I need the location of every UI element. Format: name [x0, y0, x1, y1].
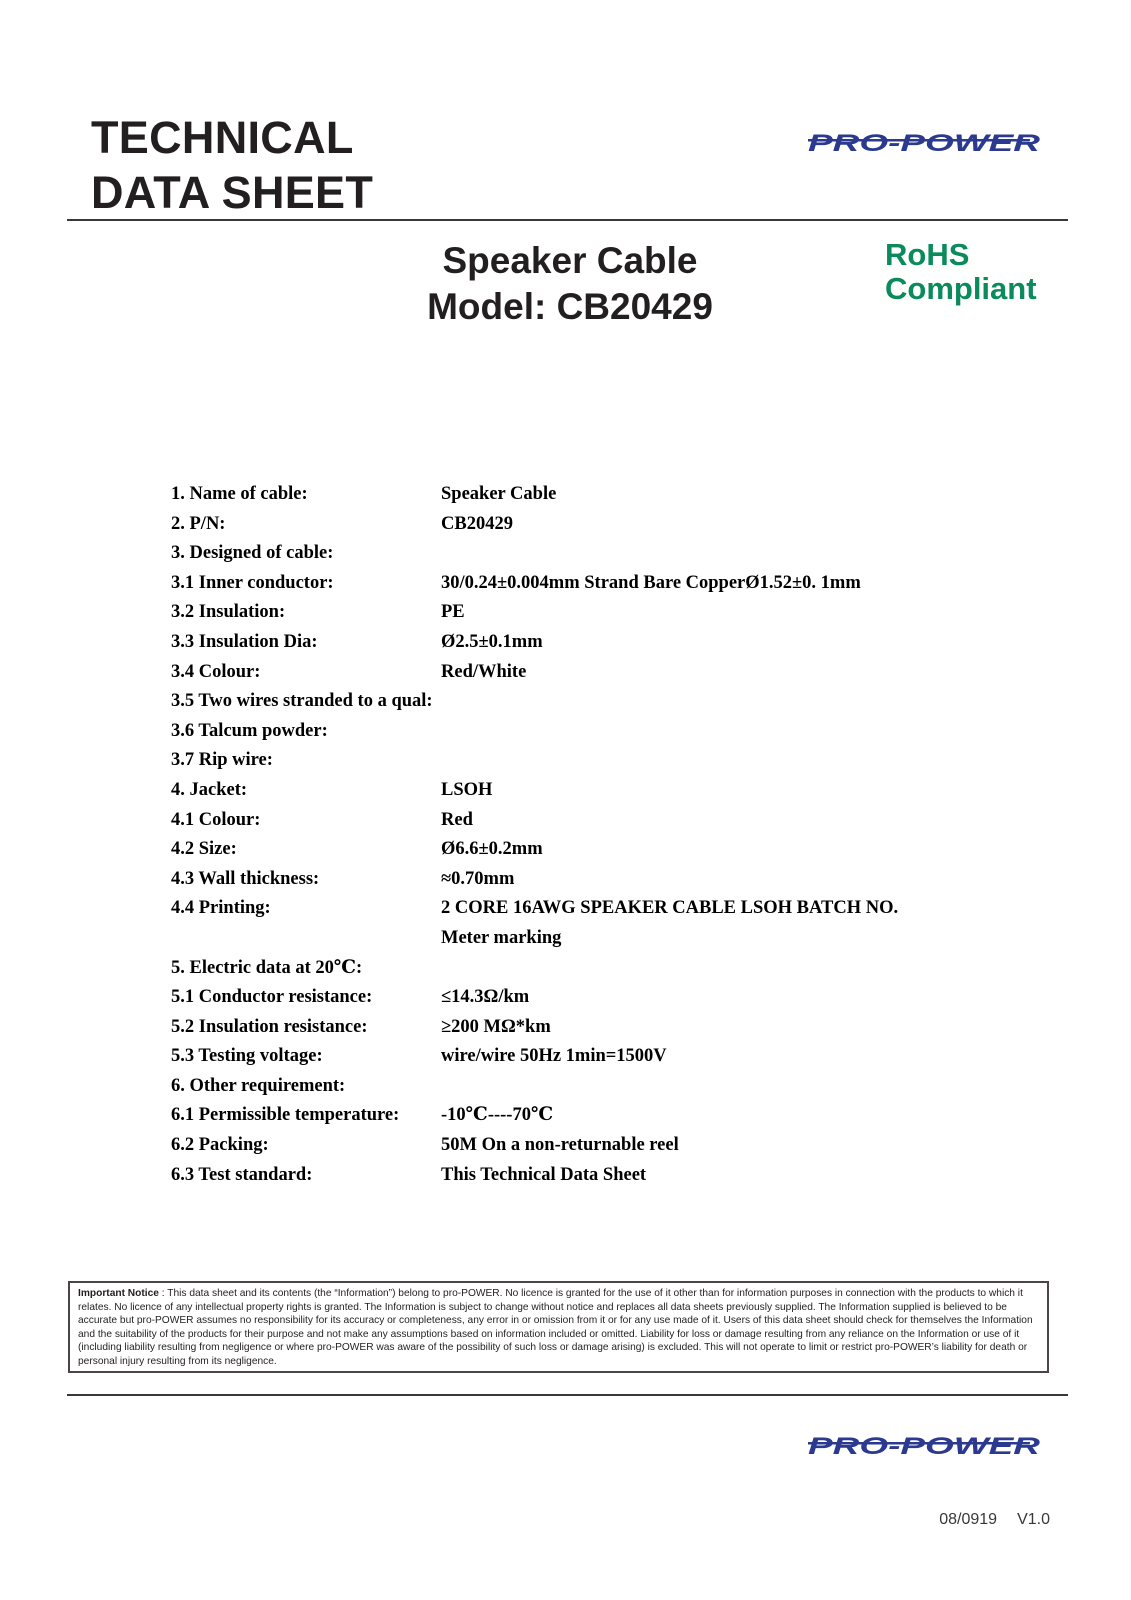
spec-row	[171, 983, 1051, 1013]
spec-row	[171, 480, 1051, 510]
product-model: Model: CB20429	[427, 286, 713, 327]
spec-value: ≤14.3Ω/km	[441, 987, 530, 1008]
spec-value: 50M On a non-returnable reel	[441, 1135, 679, 1156]
important-notice	[68, 1281, 1049, 1373]
spec-row	[171, 806, 1051, 836]
spec-label: 3.1 Inner conductor:	[171, 572, 334, 593]
spec-label: 6.3 Test standard:	[171, 1164, 313, 1185]
spec-value: This Technical Data Sheet	[441, 1164, 647, 1185]
spec-label: 4.4 Printing:	[171, 898, 271, 919]
spec-value: ≥200 MΩ*km	[441, 1016, 551, 1037]
rohs-line2: Compliant	[885, 271, 1037, 306]
document-title-line1: TECHNICAL	[91, 112, 354, 163]
rohs-compliant-badge	[885, 238, 1085, 306]
pro-power-logo-footer	[808, 1431, 1053, 1459]
spec-value: Red/White	[441, 661, 527, 682]
spec-row	[171, 865, 1051, 895]
spec-value: PE	[441, 602, 465, 623]
product-heading	[360, 238, 780, 330]
spec-label: 4. Jacket:	[171, 779, 248, 800]
spec-row	[171, 539, 1051, 569]
spec-value: -10℃----70℃	[441, 1105, 554, 1126]
spec-row	[171, 717, 1051, 747]
spec-value: wire/wire 50Hz 1min=1500V	[441, 1046, 667, 1067]
spec-label: 3.5 Two wires stranded to a qual:	[171, 691, 433, 712]
spec-label: 5. Electric data at 20℃:	[171, 957, 363, 978]
spec-value: LSOH	[441, 779, 493, 800]
spec-row	[171, 746, 1051, 776]
spec-row	[171, 658, 1051, 688]
spec-row	[171, 628, 1051, 658]
spec-value: Red	[441, 809, 473, 830]
spec-value: Ø6.6±0.2mm	[441, 839, 543, 860]
document-title	[91, 110, 511, 220]
date-code: 08/0919	[939, 1511, 998, 1528]
spec-value: Meter marking	[441, 927, 562, 948]
spec-row	[171, 894, 1051, 924]
spec-label: 3. Designed of cable:	[171, 543, 334, 564]
spec-value: Speaker Cable	[441, 484, 557, 504]
spec-row	[171, 598, 1051, 628]
spec-label: 3.4 Colour:	[171, 661, 261, 682]
spec-row	[171, 924, 1051, 954]
spec-label: 5.3 Testing voltage:	[171, 1046, 323, 1067]
spec-label: 4.3 Wall thickness:	[171, 868, 320, 889]
spec-label: 1. Name of cable:	[171, 484, 308, 504]
spec-label: 6. Other requirement:	[171, 1075, 346, 1096]
spec-value: CB20429	[441, 513, 513, 534]
spec-label: 3.7 Rip wire:	[171, 750, 273, 771]
spec-row	[171, 1131, 1051, 1161]
spec-label: 5.2 Insulation resistance:	[171, 1016, 368, 1037]
version-label: V1.0	[1017, 1511, 1050, 1528]
spec-label: 6.1 Permissible temperature:	[171, 1105, 400, 1126]
spec-row	[171, 1161, 1051, 1191]
spec-label: 2. P/N:	[171, 513, 226, 534]
logo-text-footer: PRO-POWER	[808, 1433, 1042, 1459]
rohs-line1: RoHS	[885, 237, 970, 272]
spec-row	[171, 510, 1051, 540]
spec-label: 4.2 Size:	[171, 839, 237, 860]
logo-text: PRO-POWER	[808, 130, 1042, 156]
header-divider	[67, 219, 1068, 221]
spec-label: 5.1 Conductor resistance:	[171, 987, 373, 1008]
specification-list	[171, 480, 1051, 1190]
spec-row	[171, 1013, 1051, 1043]
product-name: Speaker Cable	[442, 240, 698, 281]
spec-row	[171, 1101, 1051, 1131]
pro-power-logo	[808, 128, 1053, 156]
footer-divider	[67, 1394, 1068, 1396]
spec-row	[171, 1072, 1051, 1102]
spec-label: 3.3 Insulation Dia:	[171, 631, 318, 652]
spec-value: 2 CORE 16AWG SPEAKER CABLE LSOH BATCH NO.	[441, 898, 899, 919]
spec-row	[171, 954, 1051, 984]
spec-row	[171, 1042, 1051, 1072]
spec-label: 3.2 Insulation:	[171, 602, 286, 623]
spec-label: 3.6 Talcum powder:	[171, 720, 328, 741]
notice-body: : This data sheet and its contents (the “Information”) belong to pro-POWER. No licence is granted for the use of it other than for information purposes in connection with the products to which it relates. No licence of any intellectual property rights is granted. The Information is subject to change without notice and replaces all data sheets previously supplied. The Information supplied is believed to be accurate but pro-POWER assumes no responsibility for its accuracy or completeness, any error in or omission from it or for any use made of it. Users of this data sheet should check for themselves the Information and the suitability of the products for their purpose and not make any assumptions based on information included or omitted. Liability for loss or damage resulting from any reliance on the Information or use of it (including liability resulting from negligence or where pro-POWER was aware of the possibility of such loss or damage arising) is excluded. This will not operate to limit or restrict pro-POWER’s liability for death or personal injury resulting from its negligence.	[78, 1288, 1033, 1367]
document-version-info	[939, 1511, 1050, 1529]
notice-heading: Important Notice	[78, 1288, 159, 1299]
spec-label: 4.1 Colour:	[171, 809, 261, 830]
spec-label: 6.2 Packing:	[171, 1135, 269, 1156]
spec-value: 30/0.24±0.004mm Strand Bare CopperØ1.52±0. 1mm	[441, 572, 861, 593]
spec-row	[171, 776, 1051, 806]
spec-row	[171, 835, 1051, 865]
spec-value: ≈0.70mm	[441, 868, 515, 889]
spec-row	[171, 569, 1051, 599]
document-title-line2: DATA SHEET	[91, 167, 374, 218]
spec-value: Ø2.5±0.1mm	[441, 631, 543, 652]
spec-row	[171, 687, 1051, 717]
